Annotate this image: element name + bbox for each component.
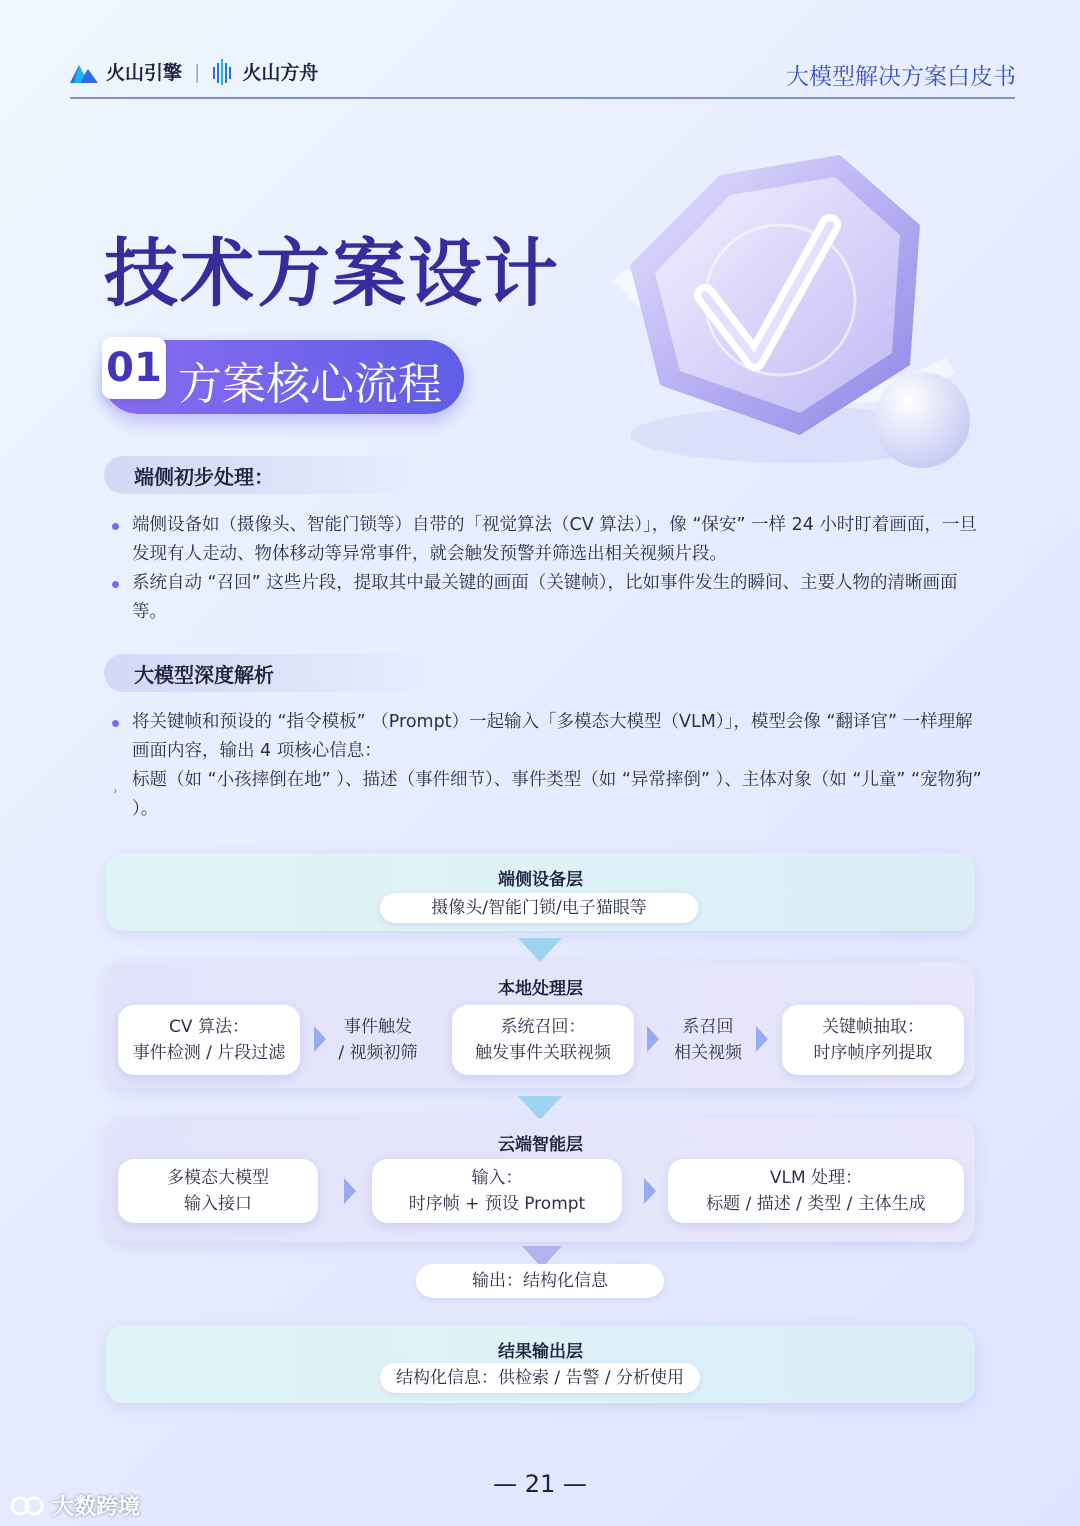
layer-title: 云端智能层: [498, 1135, 583, 1155]
list-item: 系统自动 “召回” 这些片段，提取其中最关键的画面（关键帧），比如事件发生的瞬间、主要人物的清晰画面等。: [110, 569, 990, 627]
header-divider: [70, 97, 1015, 99]
chevron-right-icon: [644, 1178, 656, 1204]
device-examples-pill: 摄像头/智能门锁/电子猫眼等: [380, 893, 698, 923]
page-number: — 21 —: [493, 1470, 587, 1498]
list-item: 将关键帧和预设的 “指令模板” （Prompt）一起输入「多模态大模型（VLM）」，模型会像 “翻译官” 一样理解画面内容，输出 4 项核心信息：: [110, 708, 990, 766]
brand-logos: [70, 58, 318, 85]
volcano-engine-logo-icon: [70, 61, 98, 83]
system-recall-card: 系统召回： 触发事件关联视频: [452, 1005, 634, 1075]
section-title: 方案核心流程: [178, 359, 442, 410]
list-item: › 标题（如 “小孩摔倒在地” ）、描述（事件细节）、事件类型（如 “异常摔倒” ）、主体对象（如 “儿童” “宠物狗” ）。: [113, 770, 982, 819]
layer-title: 端侧设备层: [498, 870, 583, 890]
edge-processing-list: [110, 511, 990, 627]
cloud-intelligence-layer: [106, 1118, 975, 1242]
document-title: 大模型解决方案白皮书: [786, 64, 1016, 90]
watermark: 大数跨境: [10, 1490, 140, 1521]
arrow-down-icon: [518, 934, 562, 964]
checkmark-badge-illustration: [600, 135, 980, 475]
page-title: 技术方案设计: [104, 231, 560, 317]
result-output-layer: [106, 1325, 975, 1403]
section-number: 01: [102, 337, 166, 399]
output-structured-pill: 输出：结构化信息: [416, 1264, 664, 1298]
volcano-ark-logo-icon: [212, 59, 234, 85]
layer-title: 本地处理层: [498, 979, 583, 999]
list-item: 端侧设备如（摄像头、智能门锁等）自带的「视觉算法（CV 算法）」，像 “保安” 一样 24 小时盯着画面，一旦发现有人走动、物体移动等异常事件，就会触发预警并筛选出相关视频片段。: [110, 511, 990, 569]
edge-device-layer: [106, 853, 975, 931]
recall-video-label: 系召回 相关视频: [674, 1017, 742, 1063]
cv-algorithm-card: CV 算法： 事件检测 / 片段过滤: [118, 1005, 300, 1075]
bullet-dot-icon: [112, 720, 119, 727]
keyframe-extraction-card: 关键帧抽取： 时序帧序列提取: [782, 1005, 964, 1075]
bullet-dot-icon: [112, 581, 119, 588]
brand-volcano-ark: 火山方舟: [242, 62, 319, 84]
subsection-heading-model: 大模型深度解析: [104, 654, 434, 692]
chevron-right-icon: [756, 1026, 768, 1052]
brand-separator: |: [194, 60, 201, 83]
vlm-processing-card: VLM 处理： 标题 / 描述 / 类型 / 主体生成: [668, 1159, 964, 1223]
bullet-dot-icon: [112, 523, 119, 530]
chevron-right-icon: [647, 1026, 659, 1052]
shield-check-icon: [600, 135, 980, 475]
subsection-heading-edge: 端侧初步处理：: [104, 456, 434, 494]
multimodal-model-card: 多模态大模型 输入接口: [118, 1159, 318, 1223]
model-input-card: 输入： 时序帧 + 预设 Prompt: [372, 1159, 622, 1223]
watermark-logo-icon: [10, 1494, 46, 1518]
chevron-right-icon: [344, 1178, 356, 1204]
event-trigger-label: 事件触发 / 视频初筛: [338, 1017, 418, 1063]
layer-title: 结果输出层: [498, 1342, 583, 1362]
brand-volcano-engine: 火山引擎: [106, 62, 183, 84]
model-analysis-list: [110, 708, 990, 824]
chevron-right-icon: [314, 1026, 326, 1052]
result-usage-pill: 结构化信息：供检索 / 告警 / 分析使用: [380, 1363, 700, 1393]
sub-bullet-icon: ›: [113, 784, 118, 797]
local-processing-layer: [106, 962, 975, 1088]
